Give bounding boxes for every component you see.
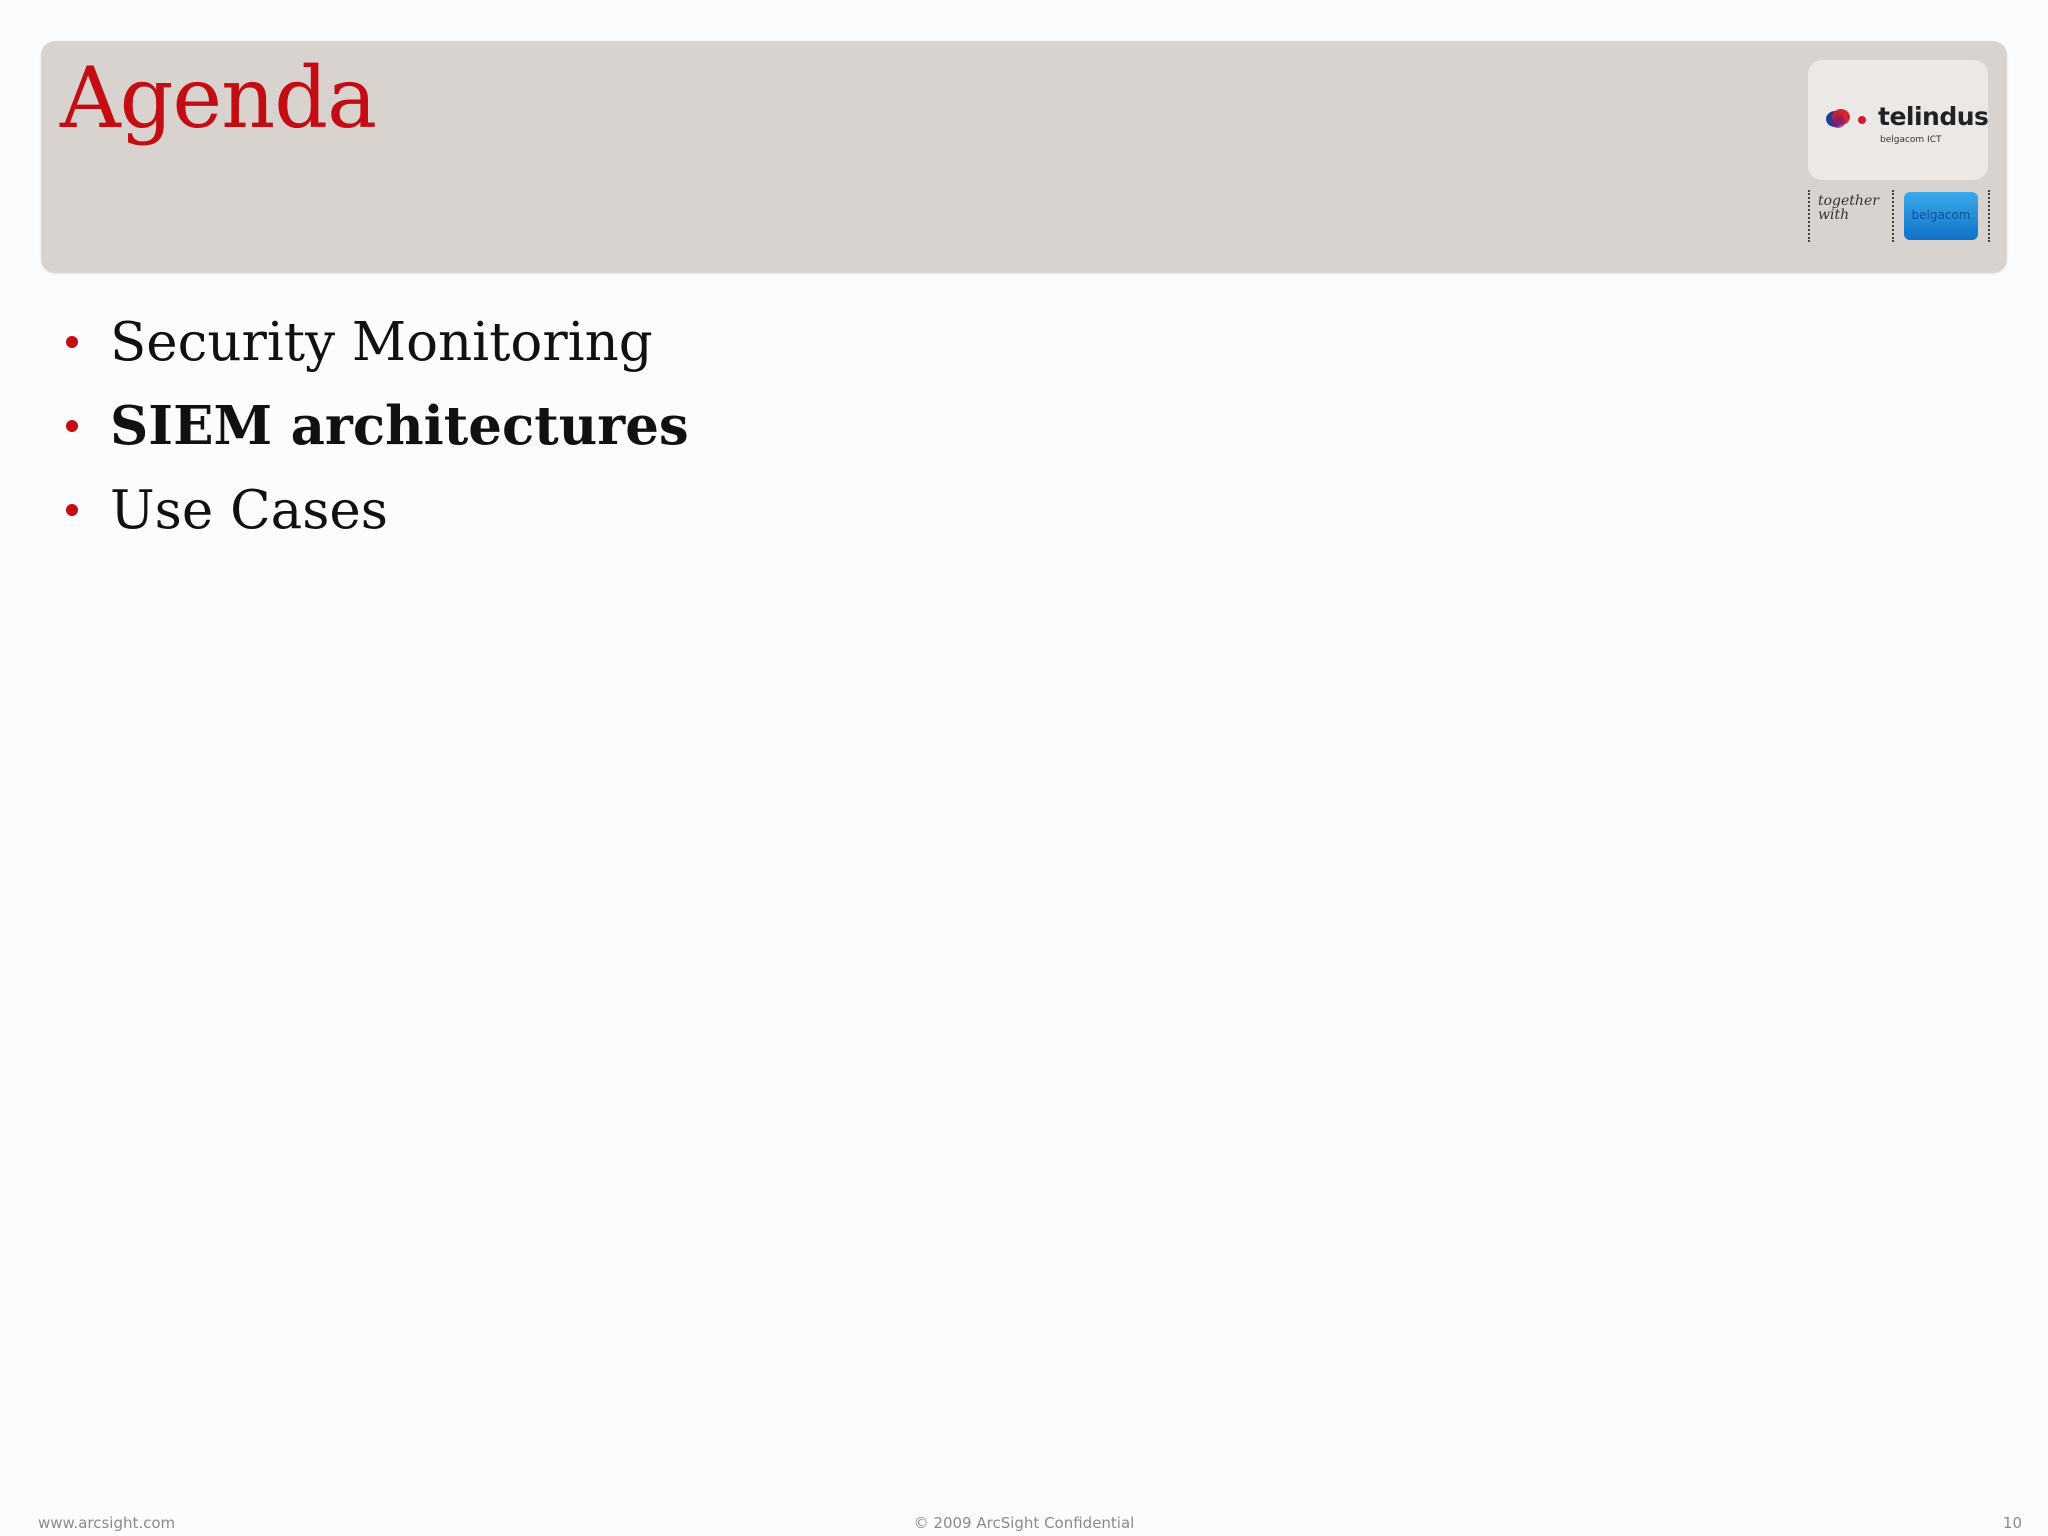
slide-footer: [0, 1514, 2048, 1534]
bullet-icon: [66, 336, 78, 348]
agenda-list: [62, 300, 689, 552]
list-item: [62, 468, 689, 552]
telindus-logo-name: telindus: [1878, 102, 1989, 131]
telindus-logo-mark-icon: [1824, 106, 1868, 132]
bullet-text: Use Cases: [110, 479, 388, 541]
bullet-text: SIEM architectures: [110, 394, 689, 457]
bullet-icon: [66, 420, 78, 432]
bullet-icon: [66, 504, 78, 516]
together-with-box: [1808, 190, 1894, 242]
belgacom-logo: [1904, 192, 1978, 240]
telindus-logo-subtitle: belgacom ICT: [1880, 135, 1942, 145]
list-item: [62, 384, 689, 468]
partner-logo-box: [1892, 190, 1990, 242]
footer-copyright: © 2009 ArcSight Confidential: [913, 1514, 1135, 1532]
footer-website: www.arcsight.com: [38, 1514, 176, 1532]
slide-title: Agenda: [60, 49, 377, 147]
telindus-logo: [1808, 60, 1988, 180]
bullet-text: Security Monitoring: [110, 311, 653, 373]
together-with-text: together with: [1818, 193, 1879, 223]
list-item: [62, 300, 689, 384]
footer-page-number: 10: [2002, 1514, 2022, 1532]
belgacom-logo-text: belgacom: [1911, 208, 1971, 222]
